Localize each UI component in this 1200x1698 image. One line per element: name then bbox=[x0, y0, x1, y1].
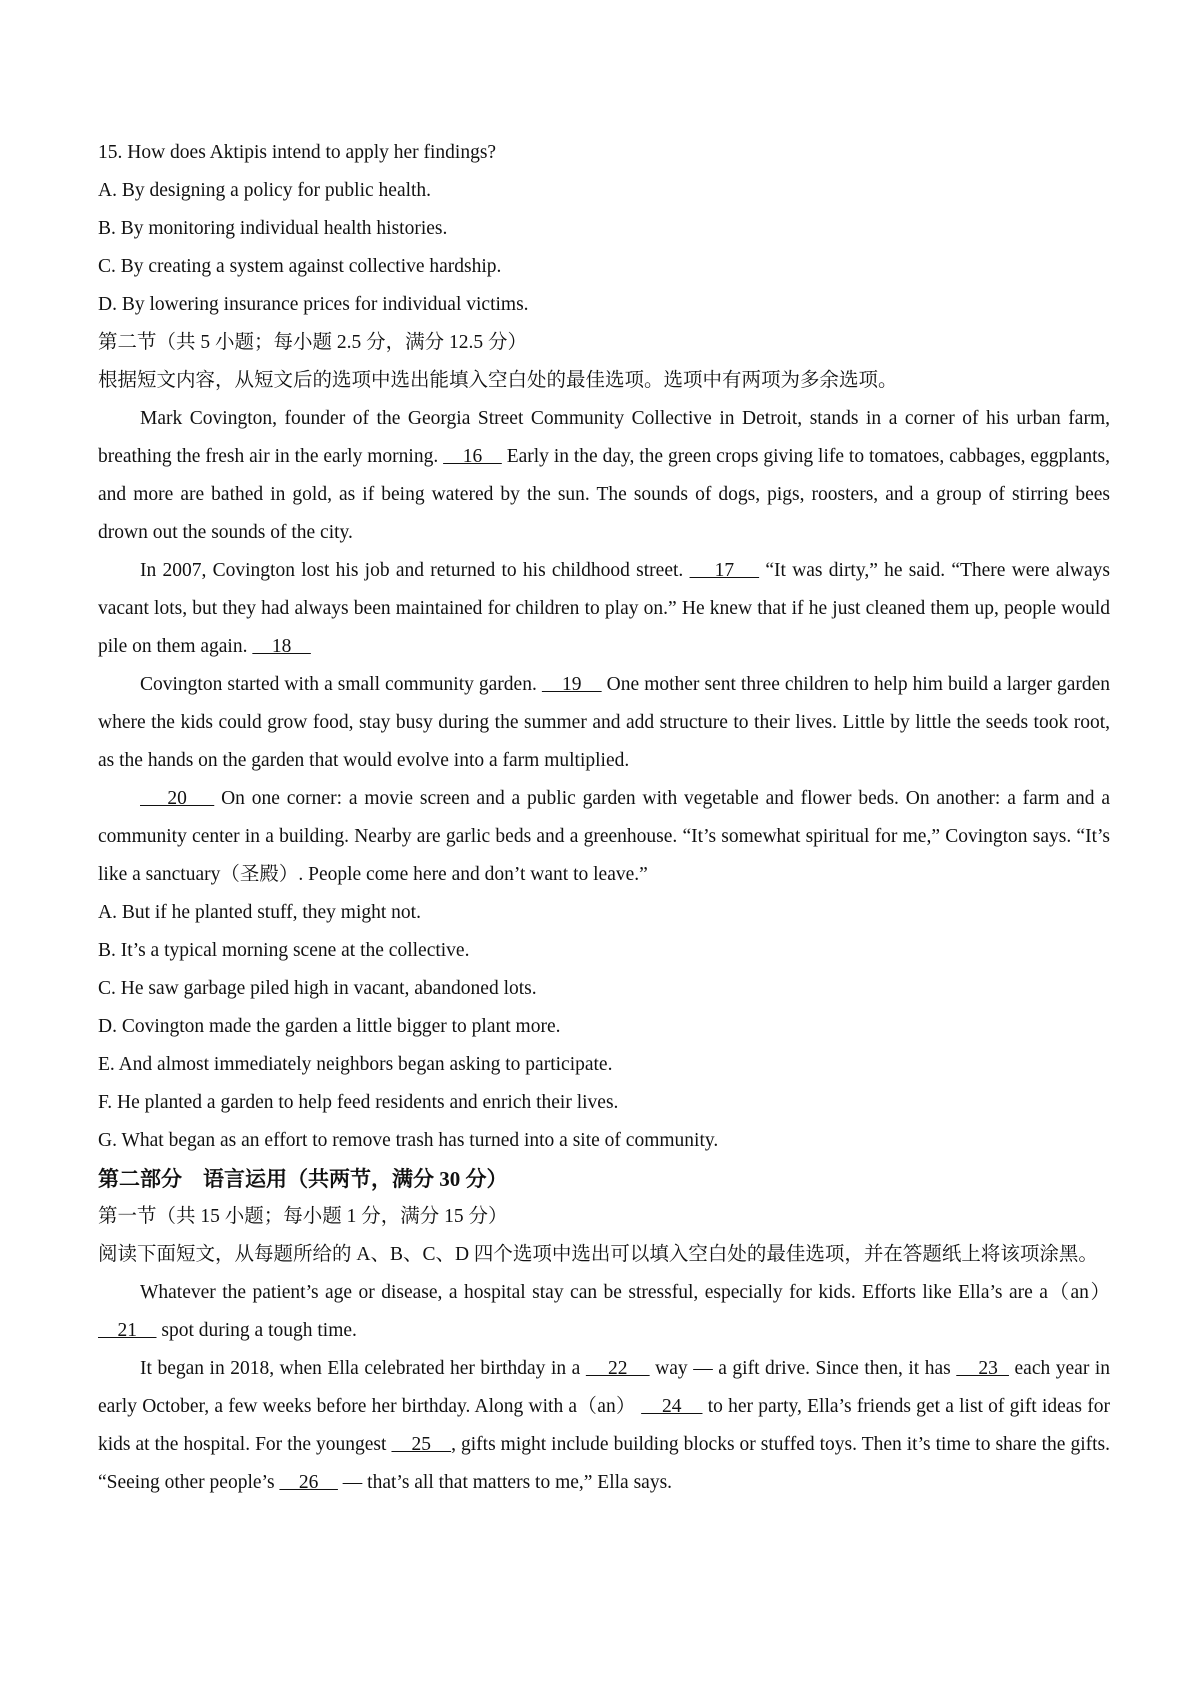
exam-page bbox=[98, 134, 1110, 1502]
cloze-passage-1 bbox=[98, 400, 1110, 894]
answer-blank[interactable]: 26 bbox=[279, 1472, 338, 1493]
answer-blank[interactable]: 16 bbox=[443, 446, 502, 467]
option-c: C. By creating a system against collective hardship. bbox=[98, 256, 502, 277]
answer-blank[interactable]: 17 bbox=[689, 560, 760, 581]
option-d: D. Covington made the garden a little bigger to plant more. bbox=[98, 1016, 561, 1037]
option-a: A. But if he planted stuff, they might not. bbox=[98, 902, 421, 923]
question-15-options bbox=[98, 172, 1110, 324]
passage-1-paragraph bbox=[98, 666, 1110, 780]
paragraph-text: In 2007, Covington lost his job and returned to his childhood street. bbox=[140, 560, 690, 581]
paragraph-text: way — a gift drive. Since then, it has bbox=[649, 1358, 957, 1379]
option-f: F. He planted a garden to help feed residents and enrich their lives. bbox=[98, 1092, 619, 1113]
part-2-subsection-title: 第一节（共 15 小题；每小题 1 分，满分 15 分） bbox=[98, 1206, 508, 1227]
paragraph-text: spot during a tough time. bbox=[156, 1320, 357, 1341]
paragraph-text: Covington started with a small community garden. bbox=[140, 674, 542, 695]
paragraph-text: It began in 2018, when Ella celebrated her birthday in a bbox=[140, 1358, 586, 1379]
cloze-passage-2 bbox=[98, 1274, 1110, 1502]
answer-blank[interactable]: 22 bbox=[585, 1358, 650, 1379]
paragraph-text: Mark Covington, founder of the Georgia Street Community Collective in Detroit, stands in a corner of his urban farm, breathing the fresh air in the early morning. bbox=[98, 408, 1110, 467]
passage-1-paragraph bbox=[98, 400, 1110, 552]
option-c: C. He saw garbage piled high in vacant, abandoned lots. bbox=[98, 978, 537, 999]
part-2-instruction: 阅读下面短文，从每题所给的 A、B、C、D 四个选项中选出可以填入空白处的最佳选项，并在答题纸上将该项涂黑。 bbox=[98, 1244, 1098, 1265]
paragraph-text: each year in early October, a few weeks before her birthday. Along with a（an） bbox=[98, 1358, 1111, 1417]
answer-blank[interactable]: 23 bbox=[956, 1358, 1009, 1379]
passage-1-paragraph bbox=[98, 780, 1110, 894]
passage-2-paragraph bbox=[98, 1350, 1110, 1502]
option-b: B. It’s a typical morning scene at the collective. bbox=[98, 940, 470, 961]
answer-blank[interactable]: 20 bbox=[140, 788, 215, 809]
section-2-options bbox=[98, 894, 1110, 1160]
passage-1-paragraph bbox=[98, 552, 1110, 666]
passage-2-paragraph bbox=[98, 1274, 1110, 1350]
answer-blank[interactable]: 19 bbox=[541, 674, 602, 695]
paragraph-text: to her party, Ella’s friends get a list of gift ideas for kids at the hospital. For the youngest bbox=[98, 1396, 1110, 1455]
paragraph-text: — that’s all that matters to me,” Ella says. bbox=[337, 1472, 673, 1493]
part-2-title: 第二部分 语言运用（共两节，满分 30 分） bbox=[98, 1167, 508, 1191]
paragraph-text: Whatever the patient’s age or disease, a hospital stay can be stressful, especially for kids. Efforts like Ella’s are a（an） bbox=[140, 1282, 1110, 1303]
answer-blank[interactable]: 21 bbox=[98, 1320, 157, 1341]
option-e: E. And almost immediately neighbors began asking to participate. bbox=[98, 1054, 613, 1075]
paragraph-text: On one corner: a movie screen and a public garden with vegetable and flower beds. On another: a farm and a community center in a building. Nearby are garlic beds and a greenhouse. “It’s somewhat spiritual for me,” Covington says. “It’s like a sanctuary（圣殿）. People come here and don’t want to leave.” bbox=[98, 788, 1110, 885]
option-g: G. What began as an effort to remove trash has turned into a site of community. bbox=[98, 1130, 719, 1151]
answer-blank[interactable]: 25 bbox=[391, 1434, 452, 1455]
paragraph-text: “It was dirty,” he said. “There were always vacant lots, but they had always been maintained for children to play on.” He knew that if he just cleaned them up, people would pile on them again. bbox=[98, 560, 1110, 657]
option-a: A. By designing a policy for public health. bbox=[98, 180, 432, 201]
paragraph-text: One mother sent three children to help him build a larger garden where the kids could grow food, stay busy during the summer and add structure to their lives. Little by little the seeds took root, as the hands on the garden that would evolve into a farm multiplied. bbox=[98, 674, 1110, 771]
paragraph-text: Early in the day, the green crops giving life to tomatoes, cabbages, eggplants, and more are bathed in gold, as if being watered by the sun. The sounds of dogs, pigs, roosters, and a group of stirring bees drown out the sounds of the city. bbox=[98, 446, 1111, 543]
paragraph-text: , gifts might include building blocks or stuffed toys. Then it’s time to share the gifts. “Seeing other people’s bbox=[98, 1434, 1110, 1493]
option-d: D. By lowering insurance prices for individual victims. bbox=[98, 294, 529, 315]
section-2-title: 第二节（共 5 小题；每小题 2.5 分，满分 12.5 分） bbox=[98, 332, 528, 353]
answer-blank[interactable]: 24 bbox=[641, 1396, 703, 1417]
option-b: B. By monitoring individual health histories. bbox=[98, 218, 448, 239]
section-2-instruction: 根据短文内容，从短文后的选项中选出能填入空白处的最佳选项。选项中有两项为多余选项。 bbox=[98, 370, 898, 391]
answer-blank[interactable]: 18 bbox=[252, 636, 311, 657]
question-15-stem: 15. How does Aktipis intend to apply her findings? bbox=[98, 142, 497, 163]
